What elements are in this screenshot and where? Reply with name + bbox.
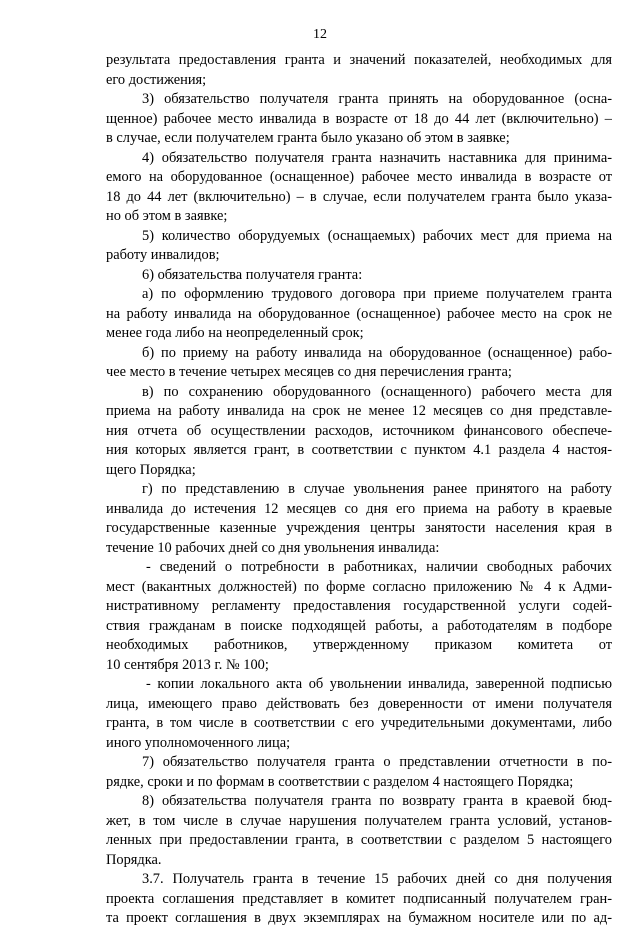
text-line: проекта соглашения представляет в комитет подписанный получателем гран-: [106, 890, 612, 907]
text-line: в) по сохранению оборудованного (оснащенного) рабочего места для: [142, 383, 612, 400]
text-line: в случае, если получателем гранта было указано об этом в заявке;: [106, 130, 510, 146]
text-line: 6) обязательства получателя гранта:: [142, 266, 363, 283]
text-line: чее место в течение четырех месяцев со дня перечисления гранта;: [106, 364, 512, 380]
text-line: государственные казенные учреждения центры занятости населения края в: [106, 520, 612, 536]
text-line: ленных при предоставлении гранта, в соответствии с разделом 5 настоящего: [106, 832, 612, 848]
text-line: менее года либо на неопределенный срок;: [106, 325, 364, 341]
text-line: та проект соглашения в двух экземплярах на бумажном носителе или по ад-: [106, 910, 612, 926]
text-line: г) по представлению в случае увольнения ранее принятого на работу: [142, 481, 612, 497]
text-line: щенное) рабочее место инвалида в возрасте от 18 до 44 лет (включительно) –: [106, 110, 612, 127]
text-line: 3) обязательство получателя гранта принять на оборудованное (осна-: [142, 91, 612, 107]
text-line: приема на работу инвалида на срок не менее 12 месяцев со дня представле-: [106, 403, 612, 419]
text-line: течение 10 рабочих дней со дня увольнения инвалида:: [106, 539, 440, 556]
text-line: щего Порядка;: [106, 461, 196, 478]
text-line: ствия гражданам в поиске подходящей работы, а работодателям в подборе: [106, 617, 612, 634]
text-line: лица, имеющего право действовать без доверенности от имени получателя: [106, 695, 612, 712]
text-line: 18 до 44 лет (включительно) – в случае, если получателем гранта было указа-: [106, 188, 612, 205]
text-line: результата предоставления гранта и значений показателей, необходимых для: [106, 52, 612, 68]
text-line: мест (вакантных должностей) по форме согласно приложению № 4 к Адми-: [106, 578, 612, 595]
text-line: а) по оформлению трудового договора при приеме получателем гранта: [142, 286, 612, 302]
page-number: 12: [313, 27, 327, 42]
text-line: 5) количество оборудуемых (оснащаемых) рабочих мест для приема на: [142, 227, 612, 244]
text-line: работу инвалидов;: [106, 247, 220, 263]
text-line: б) по приему на работу инвалида на оборудованное (оснащенное) рабо-: [142, 344, 612, 361]
text-line: ния отчета об осуществлении расходов, источником финансового обеспече-: [106, 422, 612, 439]
document-body: [106, 51, 612, 929]
text-line: Порядка.: [106, 851, 162, 868]
text-line: - копии локального акта об увольнении инвалида, заверенной подписью: [146, 676, 612, 692]
text-line: рядке, сроки и по формам в соответствии с разделом 4 настоящего Порядка;: [106, 773, 574, 790]
text-line: жет, в том числе в случае нарушения получателем гранта условий, установ-: [106, 812, 612, 829]
text-line: ния которых является грант, в соответствии с пунктом 4.1 раздела 4 настоя-: [106, 442, 612, 458]
text-line: его достижения;: [106, 71, 207, 88]
text-line: нистративному регламенту предоставления государственной услуги содей-: [106, 598, 612, 614]
text-line: 3.7. Получатель гранта в течение 15 рабочих дней со дня получения: [142, 871, 612, 887]
text-line: но об этом в заявке;: [106, 208, 228, 224]
text-line: 7) обязательство получателя гранта о представлении отчетности в по-: [142, 754, 612, 770]
text-line: 10 сентября 2013 г. № 100;: [106, 656, 269, 673]
text-line: на работу инвалида на оборудованное (оснащенное) рабочее место на срок не: [106, 305, 612, 322]
text-line: иного уполномоченного лица;: [106, 734, 291, 751]
text-line: - сведений о потребности в работниках, наличии свободных рабочих: [146, 559, 612, 575]
text-line: 8) обязательства получателя гранта по возврату гранта в краевой бюд-: [142, 793, 612, 809]
text-line: емого на оборудованное (оснащенное) рабочее место инвалида в возрасте от: [106, 169, 612, 185]
text-line: необходимых работников, утвержденному приказом комитета от: [106, 637, 612, 653]
text-line: 4) обязательство получателя гранта назначить наставника для принима-: [142, 149, 612, 166]
text-line: гранта, в том числе в соответствии с его учредительными документами, либо: [106, 715, 612, 731]
text-line: инвалида до истечения 12 месяцев со дня его приема на работу в краевые: [106, 500, 612, 517]
